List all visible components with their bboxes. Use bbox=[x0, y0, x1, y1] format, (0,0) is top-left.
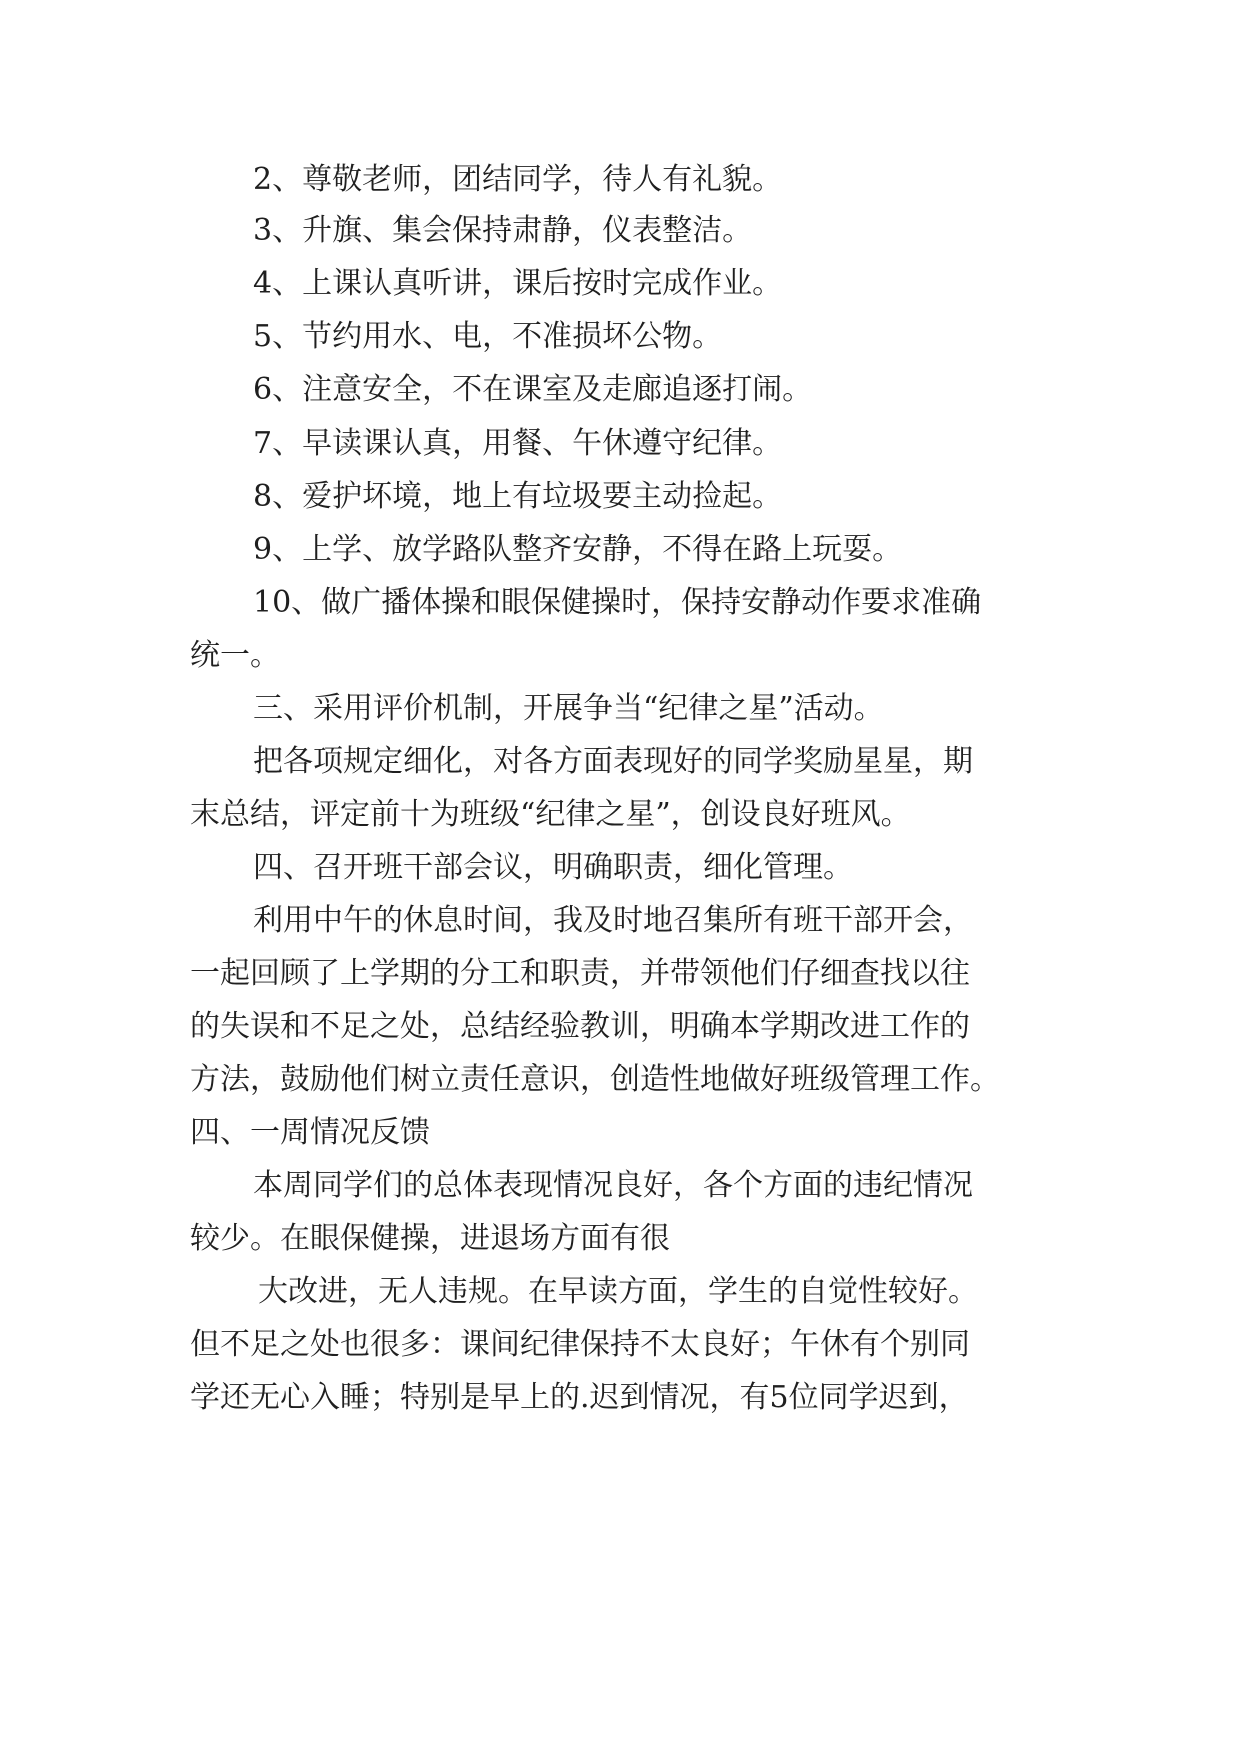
paragraph-line: 把各项规定细化，对各方面表现好的同学奖励星星，期 bbox=[253, 744, 973, 779]
rule-item-7: 7、早读课认真，用餐、午休遵守纪律。 bbox=[253, 426, 783, 461]
section-heading-feedback: 四、一周情况反馈 bbox=[190, 1115, 430, 1150]
paragraph-line: 的失误和不足之处，总结经验教训，明确本学期改进工作的 bbox=[190, 1009, 970, 1044]
rule-item-8: 8、爱护坏境，地上有垃圾要主动捡起。 bbox=[253, 479, 783, 514]
section-heading-evaluation: 三、采用评价机制，开展争当“纪律之星”活动。 bbox=[253, 691, 884, 726]
rule-item-6: 6、注意安全，不在课室及走廊追逐打闹。 bbox=[253, 372, 813, 407]
paragraph-line: 大改进，无人违规。在早读方面，学生的自觉性较好。 bbox=[258, 1274, 978, 1309]
paragraph-line: 较少。在眼保健操，进退场方面有很 bbox=[190, 1221, 670, 1256]
rule-item-3: 3、升旗、集会保持肃静，仪表整洁。 bbox=[253, 213, 753, 248]
rule-item-5: 5、节约用水、电，不准损坏公物。 bbox=[253, 319, 723, 354]
rule-item-4: 4、上课认真听讲，课后按时完成作业。 bbox=[253, 266, 783, 301]
paragraph-line: 但不足之处也很多：课间纪律保持不太良好；午休有个别同 bbox=[190, 1327, 970, 1362]
paragraph-line: 本周同学们的总体表现情况良好，各个方面的违纪情况 bbox=[253, 1168, 973, 1203]
paragraph-line: 一起回顾了上学期的分工和职责，并带领他们仔细查找以往 bbox=[190, 956, 970, 991]
section-heading-meeting: 四、召开班干部会议，明确职责，细化管理。 bbox=[253, 850, 853, 885]
rule-item-10: 10、做广播体操和眼保健操时，保持安静动作要求准确 bbox=[253, 585, 982, 620]
paragraph-line: 末总结，评定前十为班级“纪律之星”，创设良好班风。 bbox=[190, 797, 911, 832]
paragraph-line: 学还无心入睡；特别是早上的.迟到情况，有5位同学迟到， bbox=[190, 1380, 969, 1415]
rule-item-2: 2、尊敬老师，团结同学，待人有礼貌。 bbox=[253, 162, 783, 197]
rule-item-9: 9、上学、放学路队整齐安静，不得在路上玩耍。 bbox=[253, 532, 903, 567]
paragraph-line: 方法，鼓励他们树立责任意识，创造性地做好班级管理工作。 bbox=[190, 1062, 1000, 1097]
paragraph-line: 利用中午的休息时间，我及时地召集所有班干部开会， bbox=[253, 903, 973, 938]
rule-item-10-continuation: 统一。 bbox=[190, 638, 280, 673]
